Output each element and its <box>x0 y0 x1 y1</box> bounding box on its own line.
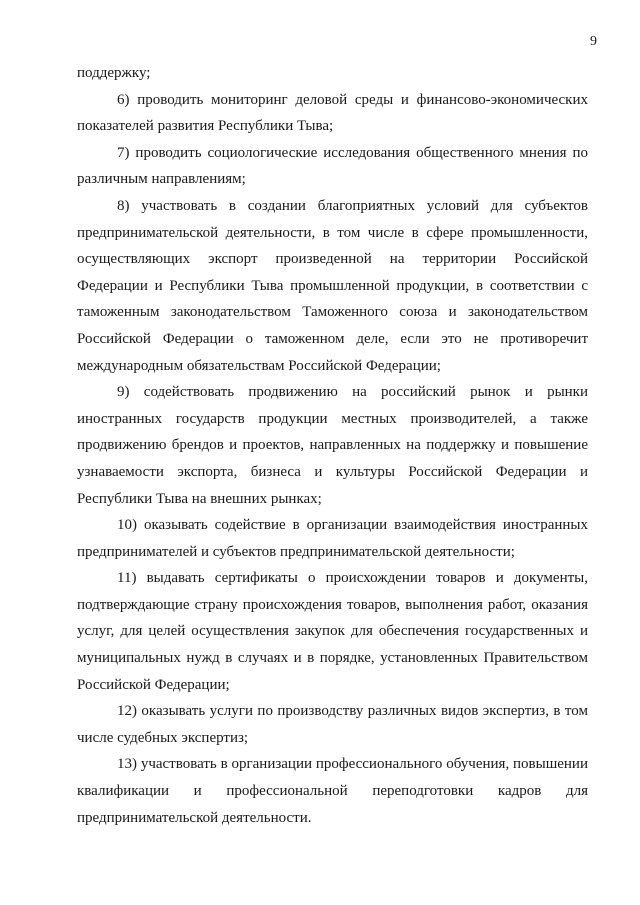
paragraph-item-12: 12) оказывать услуги по производству различных видов экспертиз, в том числе судебных экспертиз; <box>77 703 588 746</box>
paragraph-continuation: поддержку; <box>77 65 151 81</box>
paragraph-item-11: 11) выдавать сертификаты о происхождении товаров и документы, подтверждающие страну происхождения товаров, выполнения работ, оказания услуг, для целей осуществления закупок для обеспечения государственных и муниципальных нужд в случаях и в порядке, установленных Правительством Российской Федерации; <box>77 570 588 693</box>
page-number: 9 <box>590 34 597 49</box>
paragraph-item-9: 9) содействовать продвижению на российский рынок и рынки иностранных государств продукции местных производителей, а также продвижению брендов и проектов, направленных на поддержку и повышение узнаваемости экспорта, бизнеса и культуры Российской Федерации и Республики Тыва на внешних рынках; <box>77 384 588 507</box>
paragraph-item-13: 13) участвовать в организации профессионального обучения, повышении квалификации и профессиональной переподготовки кадров для предпринимательской деятельности. <box>77 756 588 826</box>
paragraph-item-7: 7) проводить социологические исследования общественного мнения по различным направлениям; <box>77 144 588 188</box>
paragraph-item-10: 10) оказывать содействие в организации взаимодействия иностранных предпринимателей и субъектов предпринимательской деятельности; <box>77 517 588 560</box>
paragraph-item-6: 6) проводить мониторинг деловой среды и финансово-экономических показателей развития Республики Тыва; <box>77 91 588 135</box>
document-body <box>77 60 588 831</box>
paragraph-item-8: 8) участвовать в создании благоприятных условий для субъектов предпринимательской деятельности, в том числе в сфере промышленности, осуществляющих экспорт произведенной на территории Российской Федерации и Республики Тыва промышленной продукции, в соответствии с таможенным законодательством Таможенного союза и законодательством Российской Федерации о таможенном деле, если это не противоречит международным обязательствам Российской Федерации; <box>77 197 588 374</box>
